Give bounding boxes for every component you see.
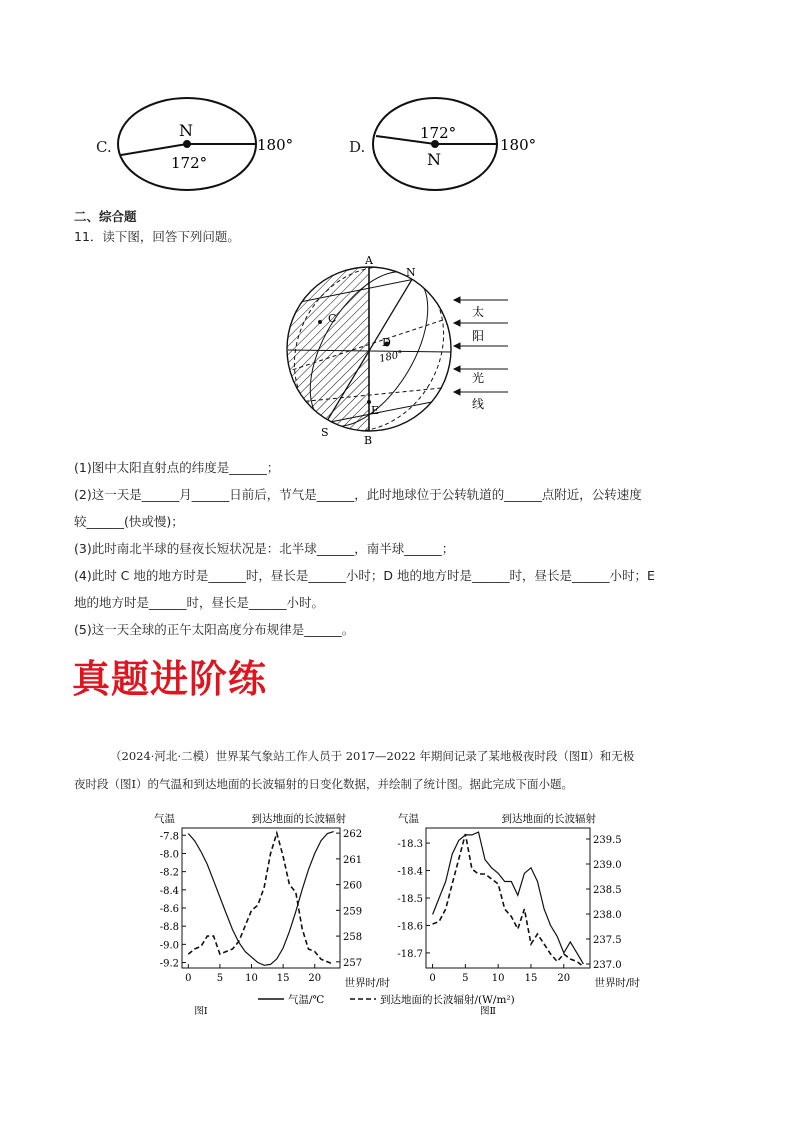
sun-char-3: 光 [472,371,485,385]
label-b: B [364,434,373,447]
sun-char-4: 线 [472,397,485,411]
chart-figure-1 [140,808,390,1018]
question-line: (4)此时 C 地的地方时是______时，昼长是______小时；D 地的地方时是______时，昼长是______小时；E [74,568,655,583]
y-tick-label-right: 237.0 [593,960,622,971]
y-tick-label-left: -8.2 [159,867,179,879]
label-s: S [321,426,329,439]
y-axis-title-right: 到达地面的长波辐射 [251,813,346,825]
x-tick-label: 10 [491,973,505,984]
label-180: 180° [378,349,405,365]
question-11: 11．读下图，回答下列问题。 [74,229,240,244]
y-tick-label-right: 258 [343,932,363,944]
y-tick-label-left: -18.7 [397,948,423,960]
x-tick-label: 20 [557,973,571,984]
x-tick-label: 0 [429,973,436,984]
series-temperature-line [188,832,333,966]
figure-caption: 图Ⅰ [194,1006,208,1017]
chart-figure-2 [394,808,644,1018]
y-tick-label-left: -9.2 [159,958,179,970]
question-line: 较______(快或慢)； [74,514,184,529]
option-d-label: D. [349,138,366,156]
angle-172: 172° [171,154,208,172]
sun-char-2: 阳 [472,329,485,343]
question-line: (2)这一天是______月______日前后，节气是______，此时地球位于公转轨道的______点附近，公转速度 [74,487,642,502]
figure-caption: 图Ⅱ [480,1006,496,1017]
pole-n: N [179,121,193,140]
plot-frame [426,828,590,968]
y-tick-label-left: -18.4 [397,866,423,878]
globe-figure [280,252,530,447]
y-tick-label-right: 239.5 [593,835,622,846]
y-tick-label-right: 238.5 [593,885,622,896]
intro-line-2: 夜时段（图Ⅰ）的气温和到达地面的长波辐射的日变化数据，并绘制了统计图。据此完成下面小题。 [74,777,574,791]
y-tick-label-right: 260 [343,880,363,892]
series-longwave-line [188,833,333,964]
section-title: 二、综合题 [74,209,137,224]
label-n: N [406,266,416,279]
x-tick-label: 5 [216,973,224,984]
y-tick-label-left: -7.8 [159,831,179,843]
y-tick-label-right: 257 [343,957,363,969]
x-tick-label: 0 [185,973,192,984]
y-axis-title-left: 气温 [154,813,175,825]
y-tick-label-right: 259 [343,906,363,918]
legend-lw: 到达地面的长波辐射/(W/m²) [380,994,515,1006]
y-tick-label-left: -8.8 [159,922,179,934]
option-c-label: C. [96,138,112,156]
y-tick-label-right: 261 [343,854,363,866]
label-d: D [382,336,391,349]
y-tick-label-left: -18.3 [397,839,423,851]
y-tick-label-left: -18.5 [397,894,423,905]
y-axis-title-right: 到达地面的长波辐射 [501,813,596,825]
x-axis-title: 世界时/时 [594,977,640,989]
y-axis-title-left: 气温 [398,813,419,825]
x-tick-label: 20 [308,973,322,984]
question-line: (1)图中太阳直射点的纬度是______； [74,460,280,475]
question-line: (3)此时南北半球的昼夜长短状况是：北半球______，南半球______； [74,541,455,556]
meridian-180: 180° [500,136,537,154]
figure-d [370,92,550,202]
question-line: (5)这一天全球的正午太阳高度分布规律是______。 [74,622,355,637]
x-tick-label: 15 [276,973,290,984]
pole-n: N [427,150,441,169]
label-e: E [371,404,380,417]
label-c: C [328,312,337,325]
y-tick-label-left: -8.4 [159,885,179,897]
y-tick-label-right: 239.0 [593,860,622,871]
series-temperature-line [433,832,584,964]
section-banner: 真题进阶练 [72,657,268,701]
y-tick-label-right: 237.5 [593,935,622,946]
label-a: A [365,254,373,267]
y-tick-label-right: 238.0 [593,910,622,921]
y-tick-label-right: 262 [343,829,363,841]
y-tick-label-left: -18.6 [397,921,423,933]
sun-char-1: 太 [472,305,485,319]
question-line: 地的地方时是______时，昼长是______小时。 [74,595,325,610]
x-tick-label: 10 [245,973,258,984]
x-tick-label: 15 [524,973,538,984]
y-tick-label-left: -8.0 [159,849,179,861]
x-axis-title: 世界时/时 [344,977,390,989]
meridian-180: 180° [257,136,294,154]
y-tick-label-left: -9.0 [159,940,179,952]
y-tick-label-left: -8.6 [159,904,179,915]
chart-legend [250,990,570,1008]
angle-172: 172° [420,124,457,142]
x-tick-label: 5 [462,973,469,984]
intro-line-1: （2024·河北·二模）世界某气象站工作人员于 2017—2022 年期间记录了某地极夜时段（图Ⅱ）和无极 [110,749,635,763]
legend-temp: 气温/℃ [288,994,325,1006]
figure-c [115,92,305,202]
